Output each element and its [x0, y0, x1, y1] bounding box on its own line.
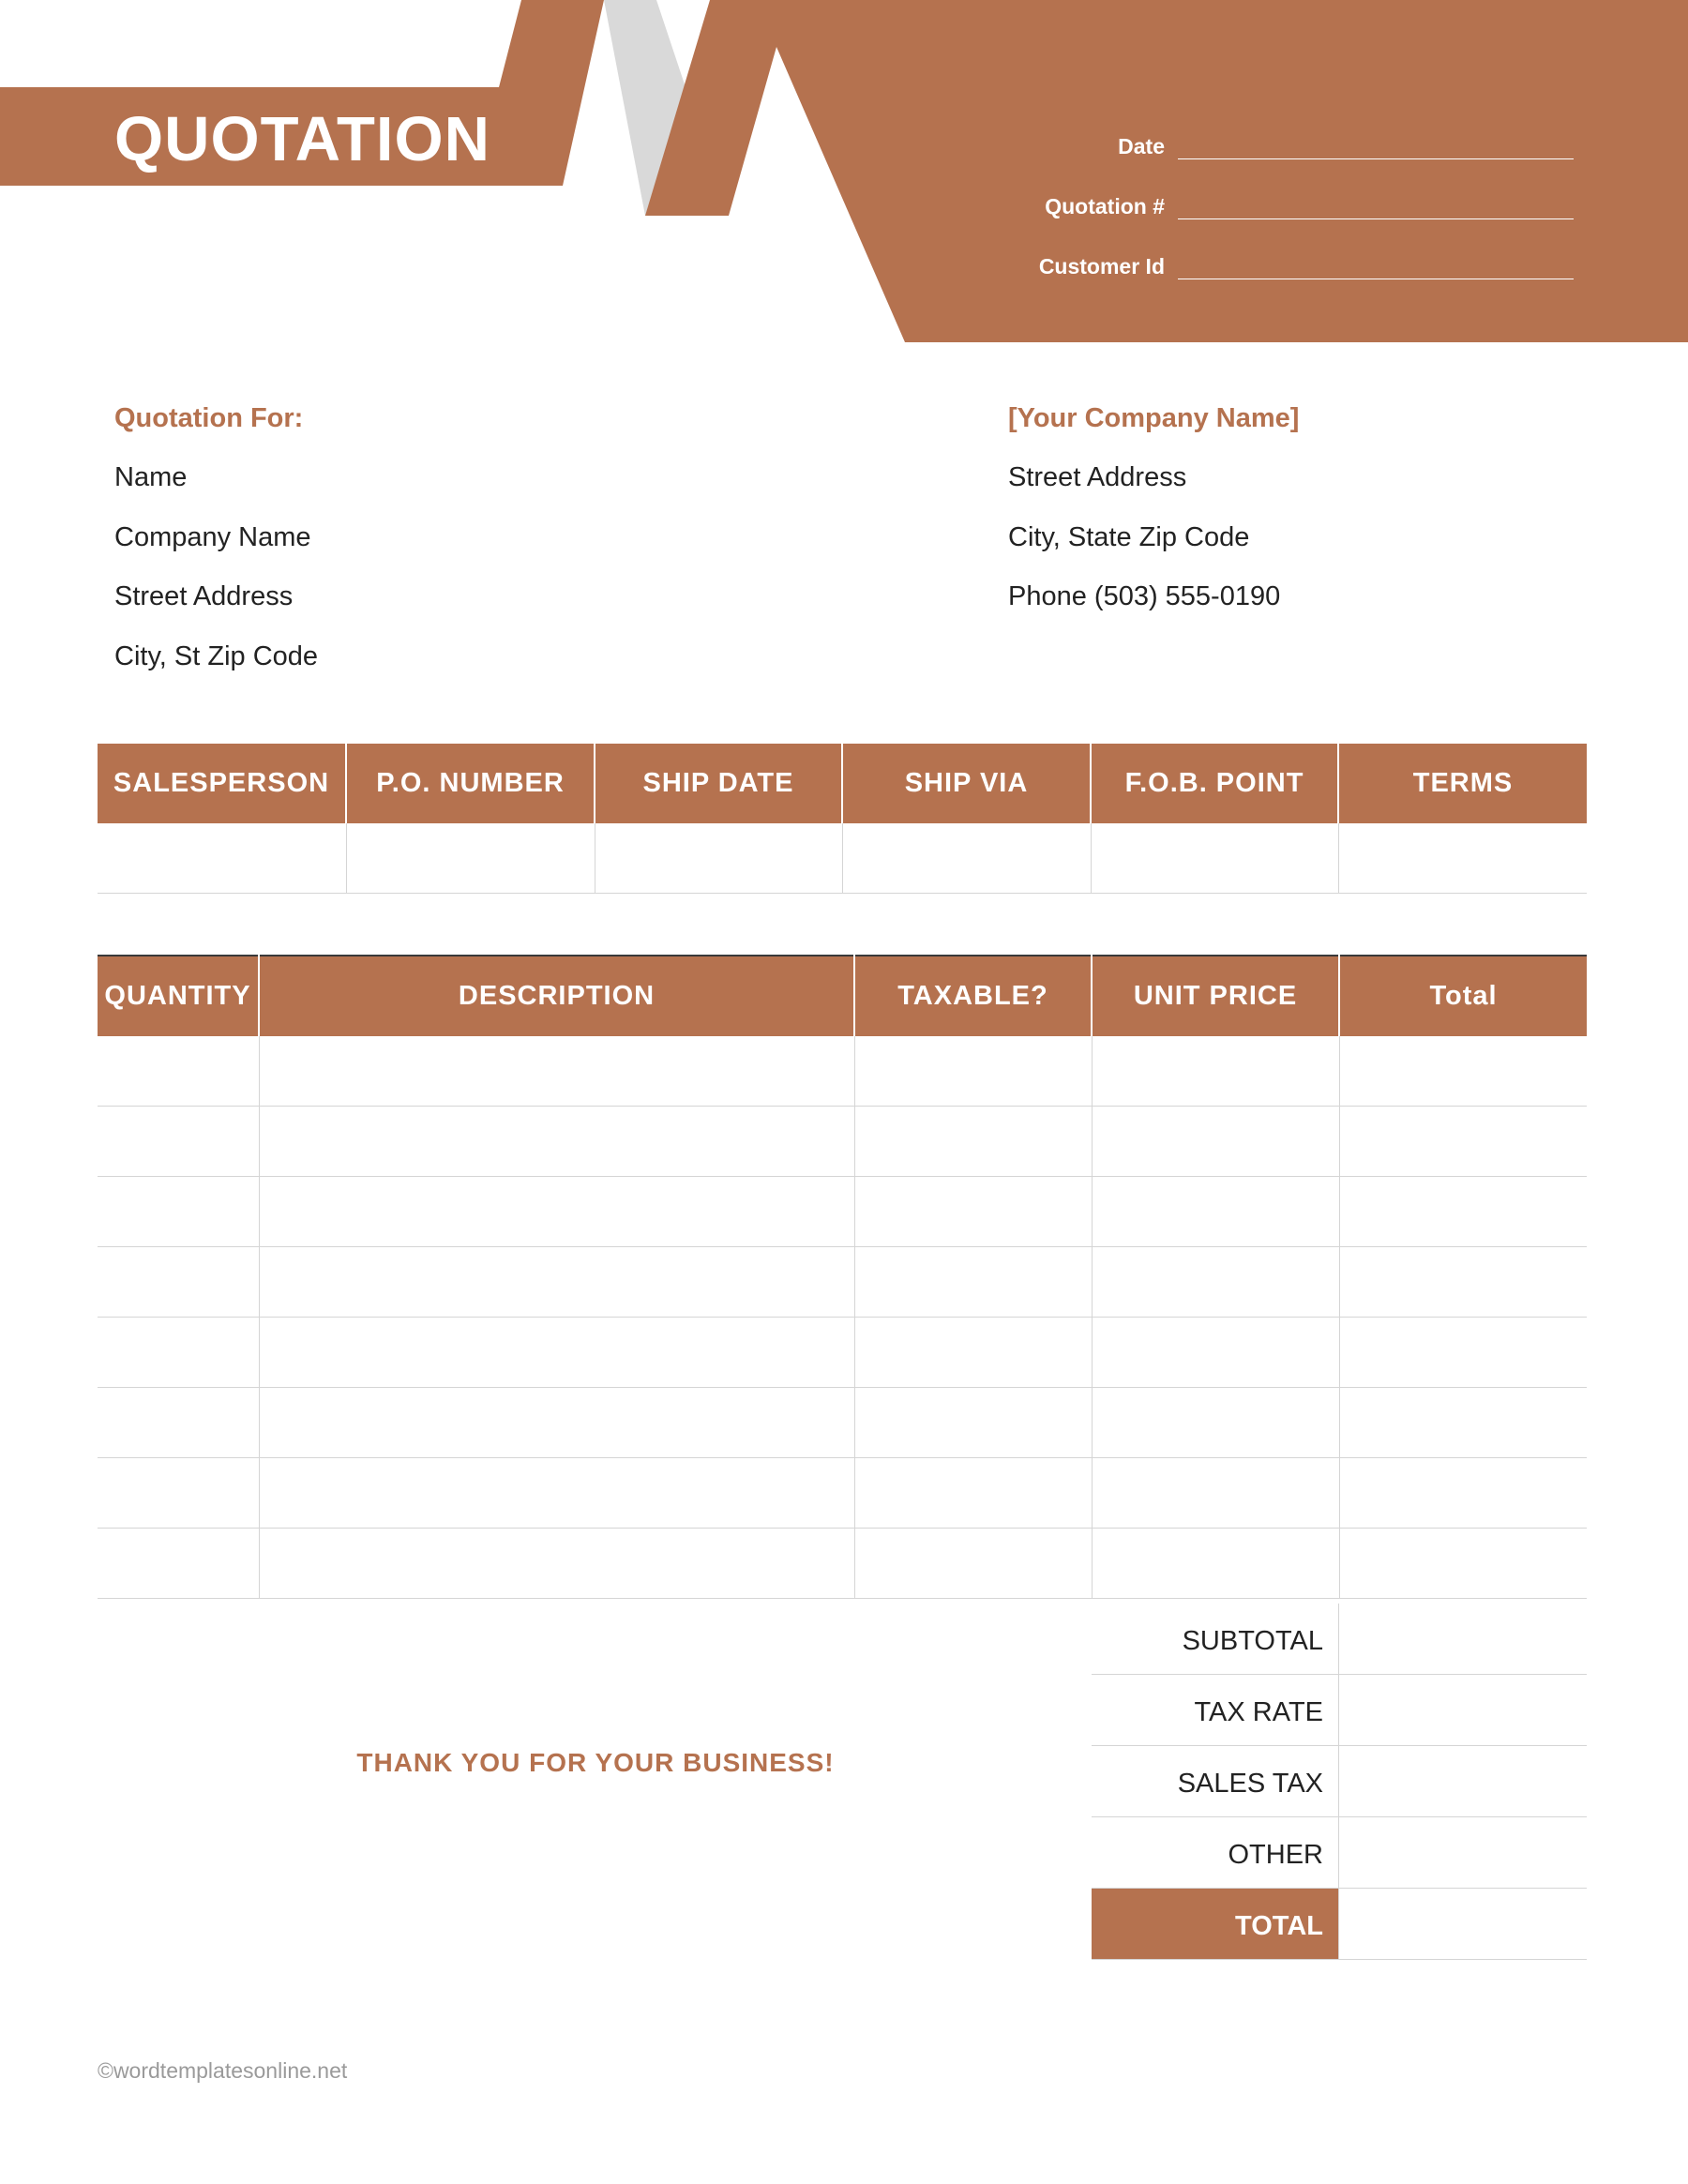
line-total-cell[interactable] [1339, 1458, 1587, 1529]
po-number-header: P.O. NUMBER [346, 744, 595, 823]
table-row [98, 1247, 1587, 1318]
tax-rate-value[interactable] [1339, 1675, 1587, 1745]
line-total-cell[interactable] [1339, 1529, 1587, 1599]
total-header: Total [1339, 956, 1587, 1036]
terms-header: TERMS [1338, 744, 1587, 823]
description-cell[interactable] [259, 1036, 854, 1107]
taxable-cell[interactable] [854, 1107, 1092, 1177]
table-row [98, 1458, 1587, 1529]
unit-price-cell[interactable] [1092, 1529, 1339, 1599]
quantity-header: QUANTITY [98, 956, 259, 1036]
other-label: OTHER [1092, 1817, 1339, 1888]
sales-tax-label: SALES TAX [1092, 1746, 1339, 1816]
description-header: DESCRIPTION [259, 956, 854, 1036]
client-name: Name [114, 462, 188, 492]
other-row [1092, 1817, 1587, 1889]
line-total-cell[interactable] [1339, 1036, 1587, 1107]
date-label: Date [1118, 134, 1165, 158]
unit-price-cell[interactable] [1092, 1036, 1339, 1107]
total-row [1092, 1889, 1587, 1960]
quotation-number-label: Quotation # [1045, 194, 1165, 218]
other-value[interactable] [1339, 1817, 1587, 1888]
unit-price-header: UNIT PRICE [1092, 956, 1339, 1036]
taxable-cell[interactable] [854, 1318, 1092, 1388]
line-total-cell[interactable] [1339, 1177, 1587, 1247]
date-field[interactable] [1178, 158, 1574, 159]
company-phone: Phone (503) 555-0190 [1008, 581, 1281, 611]
copyright-footer: ©wordtemplatesonline.net [98, 2058, 348, 2083]
company-name-heading: [Your Company Name] [1008, 403, 1300, 433]
quantity-cell[interactable] [98, 1318, 259, 1388]
client-street-address: Street Address [114, 581, 294, 611]
taxable-cell[interactable] [854, 1388, 1092, 1458]
company-street-address: Street Address [1008, 462, 1187, 492]
table-row [98, 823, 1587, 894]
quantity-cell[interactable] [98, 1529, 259, 1599]
unit-price-cell[interactable] [1092, 1388, 1339, 1458]
description-cell[interactable] [259, 1388, 854, 1458]
description-cell[interactable] [259, 1318, 854, 1388]
table-row [98, 1036, 1587, 1107]
quantity-cell[interactable] [98, 1388, 259, 1458]
taxable-cell[interactable] [854, 1036, 1092, 1107]
quotation-number-field[interactable] [1178, 218, 1574, 219]
shipping-table [98, 744, 1587, 894]
quantity-cell[interactable] [98, 1458, 259, 1529]
ship-date-cell[interactable] [595, 823, 842, 894]
quantity-cell[interactable] [98, 1247, 259, 1318]
company-city-zip: City, State Zip Code [1008, 522, 1250, 552]
unit-price-cell[interactable] [1092, 1458, 1339, 1529]
tax-rate-label: TAX RATE [1092, 1675, 1339, 1745]
taxable-cell[interactable] [854, 1177, 1092, 1247]
quantity-cell[interactable] [98, 1107, 259, 1177]
unit-price-cell[interactable] [1092, 1177, 1339, 1247]
salesperson-header: SALESPERSON [98, 744, 346, 823]
table-row [98, 1107, 1587, 1177]
taxable-cell[interactable] [854, 1529, 1092, 1599]
taxable-cell[interactable] [854, 1458, 1092, 1529]
ship-date-header: SHIP DATE [595, 744, 842, 823]
description-cell[interactable] [259, 1247, 854, 1318]
table-row [98, 1388, 1587, 1458]
table-row [98, 1177, 1587, 1247]
tax-rate-row [1092, 1675, 1587, 1746]
po-number-cell[interactable] [346, 823, 595, 894]
description-cell[interactable] [259, 1107, 854, 1177]
fob-point-cell[interactable] [1091, 823, 1338, 894]
unit-price-cell[interactable] [1092, 1318, 1339, 1388]
taxable-cell[interactable] [854, 1247, 1092, 1318]
description-cell[interactable] [259, 1529, 854, 1599]
table-row [98, 1318, 1587, 1388]
document-title: QUOTATION [114, 104, 491, 174]
client-company-name: Company Name [114, 522, 311, 552]
description-cell[interactable] [259, 1177, 854, 1247]
fob-point-header: F.O.B. POINT [1091, 744, 1338, 823]
thank-you-message: THANK YOU FOR YOUR BUSINESS! [356, 1748, 835, 1777]
subtotal-row [1092, 1604, 1587, 1675]
unit-price-cell[interactable] [1092, 1107, 1339, 1177]
total-label: TOTAL [1092, 1889, 1339, 1959]
quantity-cell[interactable] [98, 1177, 259, 1247]
customer-id-label: Customer Id [1038, 254, 1165, 279]
line-total-cell[interactable] [1339, 1107, 1587, 1177]
table-row [98, 1529, 1587, 1599]
line-total-cell[interactable] [1339, 1247, 1587, 1318]
description-cell[interactable] [259, 1458, 854, 1529]
totals-panel [1092, 1604, 1587, 1960]
ship-via-cell[interactable] [842, 823, 1091, 894]
quantity-cell[interactable] [98, 1036, 259, 1107]
line-total-cell[interactable] [1339, 1318, 1587, 1388]
subtotal-label: SUBTOTAL [1092, 1604, 1339, 1674]
taxable-header: TAXABLE? [854, 956, 1092, 1036]
line-total-cell[interactable] [1339, 1388, 1587, 1458]
sales-tax-row [1092, 1746, 1587, 1817]
subtotal-value[interactable] [1339, 1604, 1587, 1674]
salesperson-cell[interactable] [98, 823, 346, 894]
sales-tax-value[interactable] [1339, 1746, 1587, 1816]
quotation-for-heading: Quotation For: [114, 403, 304, 433]
ship-via-header: SHIP VIA [842, 744, 1091, 823]
items-table [98, 955, 1587, 1599]
total-value[interactable] [1339, 1889, 1587, 1959]
terms-cell[interactable] [1338, 823, 1587, 894]
client-city-zip: City, St Zip Code [114, 641, 319, 671]
unit-price-cell[interactable] [1092, 1247, 1339, 1318]
